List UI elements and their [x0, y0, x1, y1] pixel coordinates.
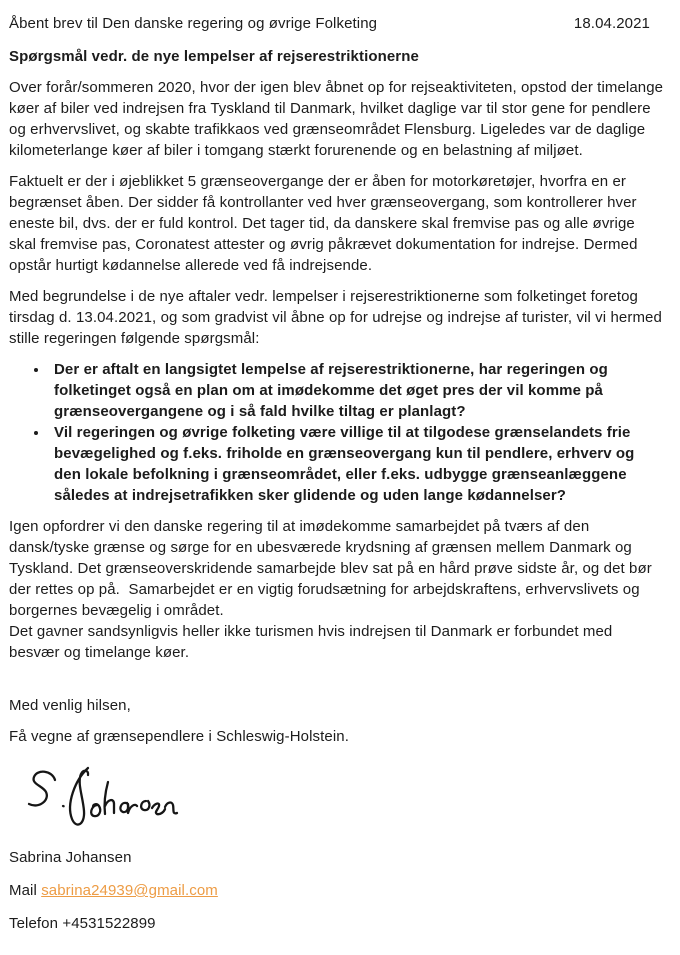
signature-icon: [21, 761, 181, 835]
letter-subject: Spørgsmål vedr. de nye lempelser af rejserestriktionerne: [9, 48, 419, 65]
sign-off: Med venlig hilsen,: [9, 697, 131, 714]
sender-mail-line: [9, 880, 664, 901]
letter-header: [9, 13, 664, 34]
letter-title: Åbent brev til Den danske regering og øvrige Folketing: [9, 15, 378, 32]
sender-phone-line: Telefon +4531522899: [9, 915, 156, 932]
paragraph-tourism: Det gavner sandsynligvis heller ikke turismen hvis indrejsen til Danmark er forbundet med besvær og timelange køer.: [9, 623, 613, 661]
handwritten-signature-image: [21, 761, 664, 835]
paragraph-appeal: Igen opfordrer vi den danske regering til at imødekomme samarbejdet på tværs af den dansk/tyske grænse og sørge for en ubesværede krydsning af grænsen mellem Danmark og Tyskland. Det grænseoverskridende samarbejde blev sat på en hård prøve sidste år, og det bør der rettes op på. Samarbejdet er en vigtig forudsætning for arbejdskraftens, erhvervslivets og borgernes bevægelig i området.: [9, 518, 652, 619]
sender-name: Sabrina Johansen: [9, 849, 132, 866]
paragraph-border-facts: Faktuelt er der i øjeblikket 5 grænseovergange der er åben for motorkøretøjer, hvorfra en er begrænset åben. Der sidder få kontrollanter ved hver grænseovergang, som kontrollerer hver eneste bil, dvs. der er fuld kontrol. Det tager tid, da danskere skal fremvise pas og alle øvrige skal fremvise pas, Coronatest attester og øvrig påkrævet dokumentation for indrejse. Dermed opstår hurtigt kødannelse allerede ved få indrejsende.: [9, 173, 638, 274]
letter-date: 18.04.2021: [573, 15, 650, 32]
contact-block: [9, 847, 664, 934]
paragraph-intro: Over forår/sommeren 2020, hvor der igen blev åbnet op for rejseaktiviteten, opstod der timelange køer af biler ved indrejsen fra Tyskland til Danmark, hvilket daglige var til stor gene for pendlere og erhvervslivet, og skabte trafikkaos ved grænseområdet Flensburg. Ligeledes var de daglige kilometerlange køer af biler i tomgang stærkt forurenende og en belastning af miljøet.: [9, 79, 664, 159]
question-item-2: • Vil regeringen og øvrige folketing være villige til at tilgodese grænselandets frie bevægelighed og f.eks. friholde en grænseovergang kun til pendlere, erhverv og den lokale befolkning i grænseområdet, eller f.eks. udbygge grænseanlæggene således at indrejsetrafikken sker glidende og uden lange kødannelser?: [49, 422, 664, 506]
paragraph-questions-lead: Med begrundelse i de nye aftaler vedr. lempelser i rejserestriktionerne som folketinget foretog tirsdag d. 13.04.2021, og som gradvist vil åbne op for udrejse og indrejse af turister, vil vi hermed stille regeringen følgende spørgsmål:: [9, 288, 662, 347]
question-list: [9, 359, 664, 506]
question-item-1: • Der er aftalt en langsigtet lempelse af rejserestriktionerne, har regeringen og folketinget også en plan om at imødekomme det øget pres der vil komme på grænseovergangene og i så fald hvilke tiltag er planlagt?: [49, 359, 664, 422]
on-behalf-line: Få vegne af grænsependlere i Schleswig-Holstein.: [9, 728, 349, 745]
mail-label: Mail: [9, 882, 37, 899]
email-link[interactable]: sabrina24939@gmail.com: [41, 882, 218, 899]
